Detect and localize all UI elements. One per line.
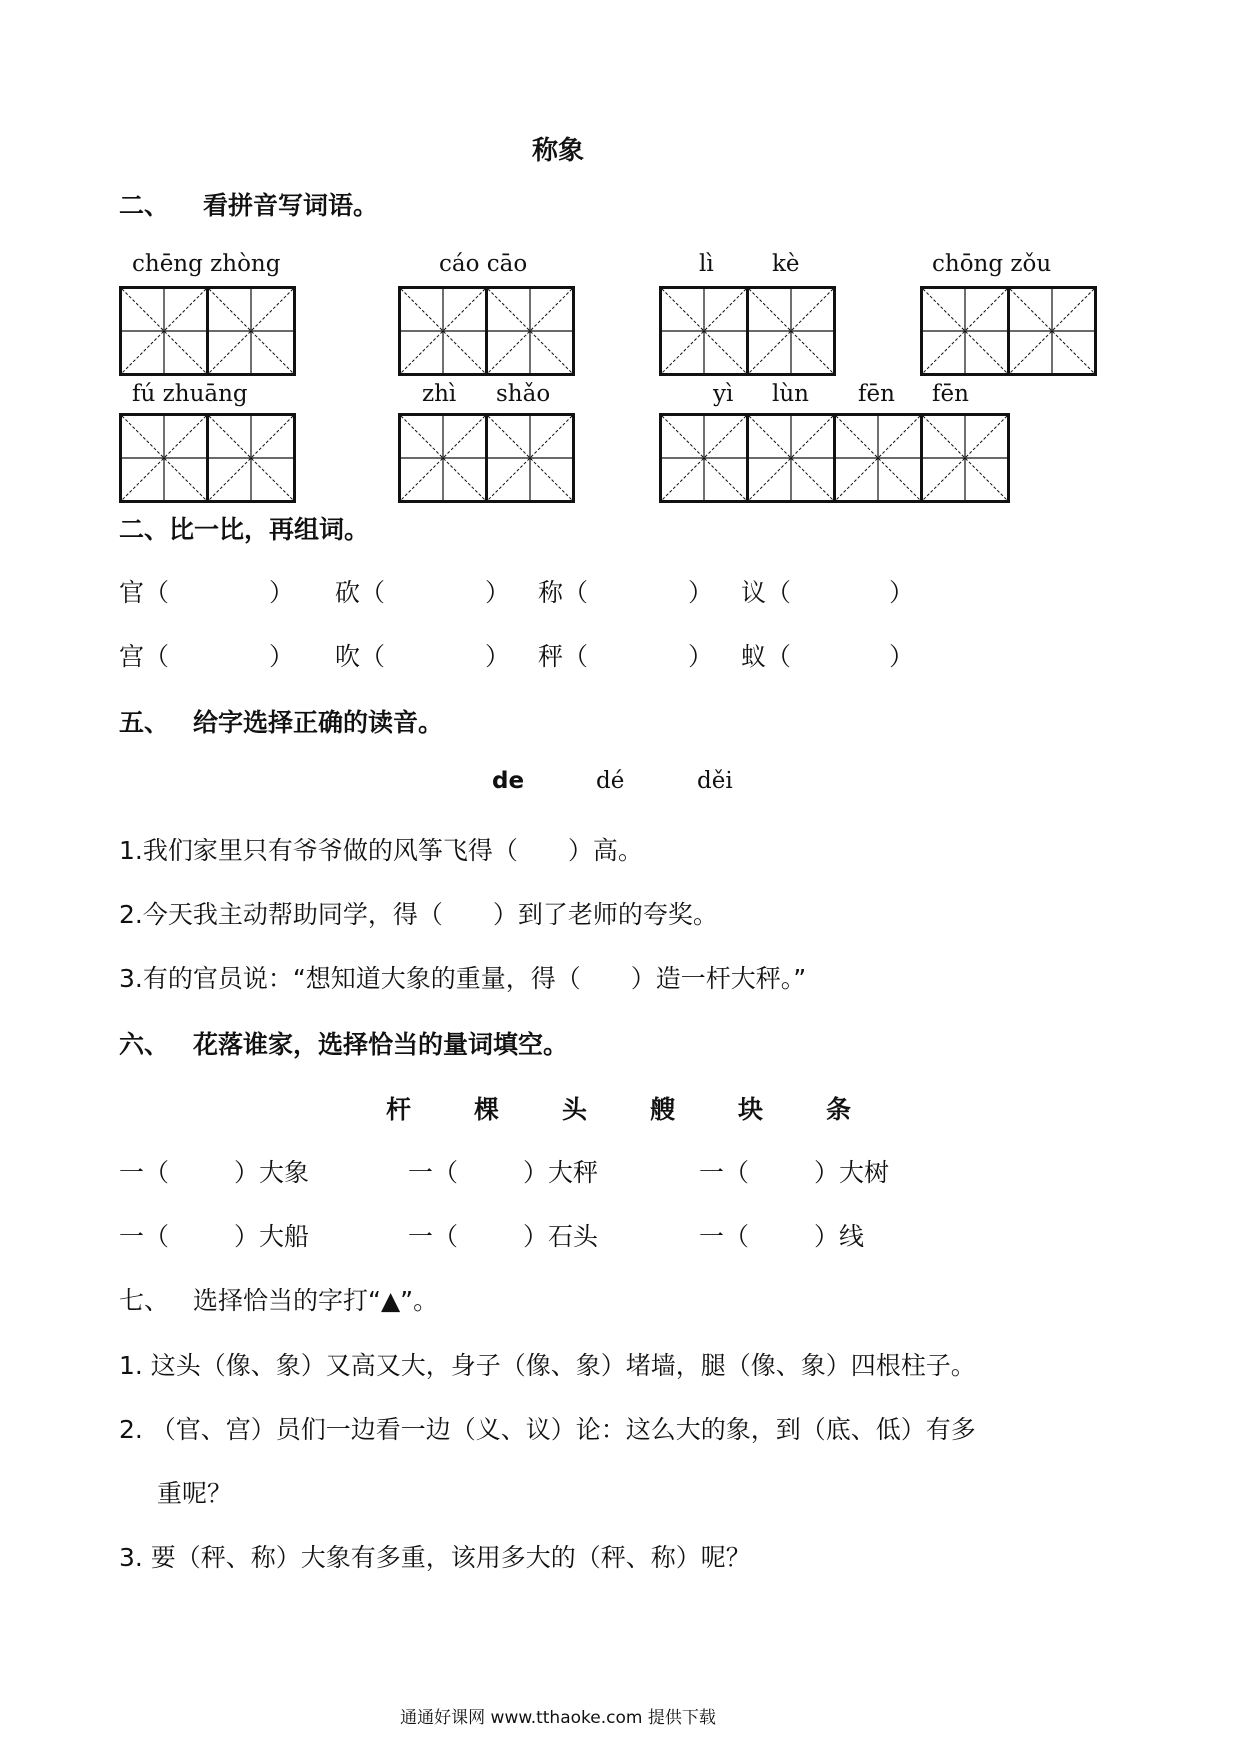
- reading-option: dé: [596, 768, 625, 794]
- section-5-text: 给字选择正确的读音。: [193, 708, 444, 737]
- measure-item: ）线: [814, 1222, 865, 1251]
- measure-item: 一（: [119, 1158, 170, 1187]
- pinyin-label: lùn: [772, 381, 809, 407]
- writing-grid[interactable]: [920, 286, 1097, 376]
- measure-item: ）大船: [234, 1222, 310, 1251]
- reading-question: 1.我们家里只有爷爷做的风筝飞得（ ）高。: [119, 836, 643, 865]
- section-6-label: 六、: [119, 1030, 170, 1059]
- section-2-label: 二、比一比，再组词。: [119, 515, 370, 544]
- writing-grid[interactable]: [659, 413, 1010, 503]
- measure-row: [119, 1217, 864, 1253]
- compare-item: ）: [269, 578, 295, 607]
- choice-question: 2. （官、宫）员们一边看一边（义、议）论：这么大的象，到（底、低）有多: [119, 1415, 976, 1444]
- measure-item: ）石头: [523, 1222, 599, 1251]
- compare-item: ）: [889, 578, 915, 607]
- measure-item: 一（: [408, 1158, 459, 1187]
- compare-row: [119, 573, 914, 609]
- writing-grid[interactable]: [119, 286, 296, 376]
- reading-question: 2.今天我主动帮助同学，得（ ）到了老师的夸奖。: [119, 900, 718, 929]
- choice-question: 1. 这头（像、象）又高又大，身子（像、象）堵墙，腿（像、象）四根柱子。: [119, 1351, 976, 1380]
- pinyin-label: lì: [699, 251, 714, 277]
- pinyin-label: shǎo: [496, 381, 551, 407]
- measure-item: 一（: [699, 1158, 750, 1187]
- measure-item: 一（: [408, 1222, 459, 1251]
- compare-item: ）: [485, 642, 511, 671]
- grid-cell[interactable]: [485, 289, 572, 373]
- measure-word: 块: [738, 1095, 764, 1124]
- measure-word: 棵: [474, 1095, 500, 1124]
- section-7-text: 选择恰当的字打“▲”。: [193, 1286, 439, 1315]
- measure-item: 一（: [119, 1222, 170, 1251]
- section-1-text: 看拼音写词语。: [203, 191, 379, 220]
- page-title: 称象: [531, 136, 584, 166]
- section-5-label: 五、: [119, 708, 170, 737]
- grid-cell[interactable]: [401, 416, 485, 500]
- compare-item: ）: [889, 642, 915, 671]
- writing-grid[interactable]: [659, 286, 836, 376]
- compare-item: ）: [269, 642, 295, 671]
- pinyin-label: fú zhuāng: [132, 381, 248, 407]
- compare-row: [119, 637, 914, 673]
- compare-item: 宫（: [119, 642, 170, 671]
- footer-credit: 通通好课网 www.tthaoke.com 提供下载: [400, 1708, 716, 1728]
- writing-grid[interactable]: [398, 286, 575, 376]
- pinyin-label: zhì: [422, 381, 457, 407]
- grid-cell[interactable]: [485, 416, 572, 500]
- section-1-label: 二、: [119, 191, 170, 220]
- choice-question: 3. 要（秤、称）大象有多重，该用多大的（秤、称）呢？: [119, 1543, 751, 1572]
- grid-cell[interactable]: [746, 289, 833, 373]
- grid-cell[interactable]: [746, 416, 833, 500]
- section-7-label: 七、: [119, 1286, 170, 1315]
- compare-item: 议（: [741, 578, 792, 607]
- measure-item: ）大秤: [523, 1158, 599, 1187]
- compare-item: 秤（: [538, 642, 589, 671]
- compare-item: 官（: [119, 578, 170, 607]
- grid-cell[interactable]: [920, 416, 1007, 500]
- pinyin-label: fēn: [858, 381, 895, 407]
- measure-word: 条: [826, 1095, 852, 1124]
- pinyin-label: kè: [772, 251, 800, 277]
- measure-item: ）大象: [234, 1158, 310, 1187]
- grid-cell[interactable]: [923, 289, 1007, 373]
- grid-cell[interactable]: [122, 289, 206, 373]
- pinyin-label: chēng zhòng: [132, 251, 281, 277]
- grid-cell[interactable]: [662, 416, 746, 500]
- pinyin-label: cáo cāo: [439, 251, 528, 277]
- grid-cell[interactable]: [206, 416, 293, 500]
- measure-item: 一（: [699, 1222, 750, 1251]
- compare-item: ）: [688, 578, 714, 607]
- compare-item: 砍（: [335, 578, 386, 607]
- compare-item: 吹（: [335, 642, 386, 671]
- pinyin-label: chōng zǒu: [932, 251, 1052, 277]
- reading-option: de: [492, 768, 525, 794]
- reading-question: 3.有的官员说：“想知道大象的重量，得（ ）造一杆大秤。”: [119, 964, 807, 993]
- grid-cell[interactable]: [662, 289, 746, 373]
- measure-word: 头: [562, 1095, 588, 1124]
- compare-item: 称（: [538, 578, 589, 607]
- measure-item: ）大树: [814, 1158, 890, 1187]
- pinyin-label: fēn: [932, 381, 969, 407]
- measure-word: 艘: [650, 1095, 676, 1124]
- grid-cell[interactable]: [1007, 289, 1094, 373]
- reading-option: děi: [697, 768, 733, 794]
- choice-question-cont: 重呢？: [157, 1479, 233, 1508]
- writing-grid[interactable]: [398, 413, 575, 503]
- compare-item: ）: [485, 578, 511, 607]
- grid-cell[interactable]: [122, 416, 206, 500]
- compare-item: ）: [688, 642, 714, 671]
- pinyin-label: yì: [713, 381, 734, 407]
- compare-item: 蚁（: [741, 642, 792, 671]
- writing-grid[interactable]: [119, 413, 296, 503]
- grid-cell[interactable]: [833, 416, 920, 500]
- measure-row: [119, 1153, 889, 1189]
- measure-word: 杆: [386, 1095, 412, 1124]
- measure-word-bank: [386, 1090, 851, 1126]
- grid-cell[interactable]: [401, 289, 485, 373]
- grid-cell[interactable]: [206, 289, 293, 373]
- section-6-text: 花落谁家，选择恰当的量词填空。: [193, 1030, 569, 1059]
